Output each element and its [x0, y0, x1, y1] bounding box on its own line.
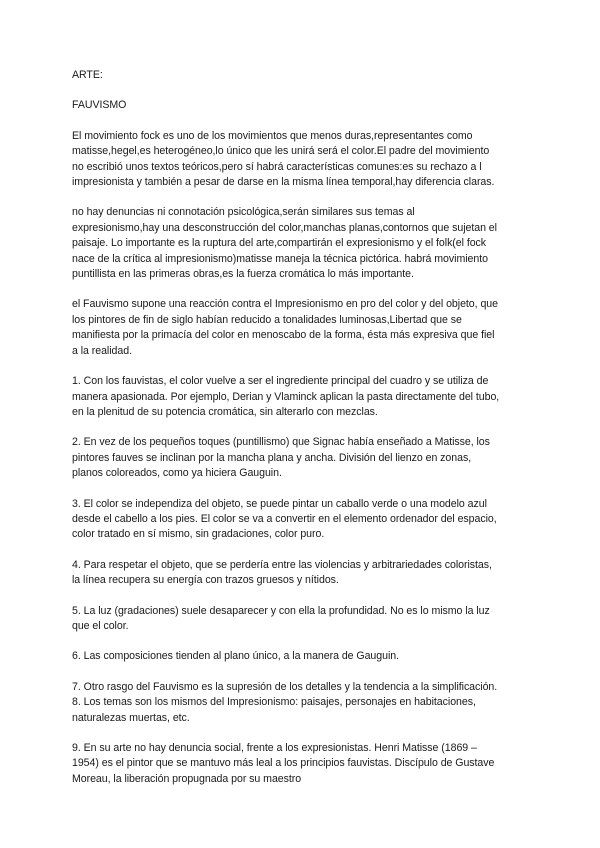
paragraph-characteristics: no hay denuncias ni connotación psicológica,serán similares sus temas al expresionismo,hay una desconstrucción del color,manchas planas,contornos que sujetan el paisaje. Lo importante es la ruptura del arte,compartirán el expresionismo y el folk(el fock nace de la crítica al impresionismo)matisse maneja la técnica pictórica. habrá movimiento puntillista en las primeras obras,es la fuerza cromática lo más importante.	[72, 206, 497, 281]
paragraph-point-4: 4. Para respetar el objeto, que se perdería entre las violencias y arbitrariedades coloristas, la línea recupera su energía con trazos gruesos y nítidos.	[72, 558, 492, 587]
paragraph-point-5: 5. La luz (gradaciones) suele desaparecer y con ella la profundidad. No es lo mismo la luz que el color.	[72, 604, 490, 632]
paragraph-point-2: 2. En vez de los pequeños toques (puntillismo) que Signac había enseñado a Matisse, los pintores fauves se inclinan por la mancha plana y ancha. División del lienzo en zonas, planos coloreados, como ya hiciera Gauguin.	[72, 436, 490, 480]
section-heading-arte: ARTE:	[72, 69, 103, 81]
paragraph-intro: El movimiento fock es uno de los movimientos que menos duras,representantes como matisse,hegel,es heterogéneo,lo único que les unirá será el color.El padre del movimiento no escribió unos textos teóricos,pero sí habrá características comunes:es su rechazo a l impresionista y también a pesar de darse en la misma línea temporal,hay diferencia claras.	[72, 129, 495, 189]
section-heading-fauvismo: FAUVISMO	[72, 99, 127, 112]
document-body	[72, 68, 532, 787]
paragraph-point-6: 6. Las composiciones tienden al plano único, a la manera de Gauguin.	[72, 650, 399, 663]
paragraph-point-1: 1. Con los fauvistas, el color vuelve a ser el ingrediente principal del cuadro y se utiliza de manera apasionada. Por ejemplo, Derian y Vlaminck aplican la pasta directamente del tubo, en la plenitud de su potencia cromática, sin alterarlo con mezclas.	[72, 375, 500, 418]
paragraph-point-9: 9. En su arte no hay denuncia social, frente a los expresionistas. Henri Matisse (1869 – 1954) es el pintor que se mantuvo más leal a los principios fauvistas. Discípulo de Gustave Moreau, la liberación propugnada por su maestro	[72, 742, 495, 785]
paragraph-point-3: 3. El color se independiza del objeto, se puede pintar un caballo verde o una modelo azul desde el cabello a los pies. El color se va a convertir en el elemento ordenador del espacio, color tratado en sí mismo, sin gradaciones, color puro.	[72, 497, 497, 541]
paragraph-points-7-8: 7. Otro rasgo del Fauvismo es la supresión de los detalles y la tendencia a la simplificación. 8. Los temas son los mismos del Impresionismo: paisajes, personajes en habitaciones, naturalezas muertas, etc.	[72, 680, 498, 724]
paragraph-reaction: el Fauvismo supone una reacción contra el Impresionismo en pro del color y del objeto, que los pintores de fin de siglo habían reducido a tonalidades luminosas,Libertad que se manifiesta por la primacía del color en menoscabo de la forma, ésta más expresiva que fiel a la realidad.	[72, 298, 498, 357]
